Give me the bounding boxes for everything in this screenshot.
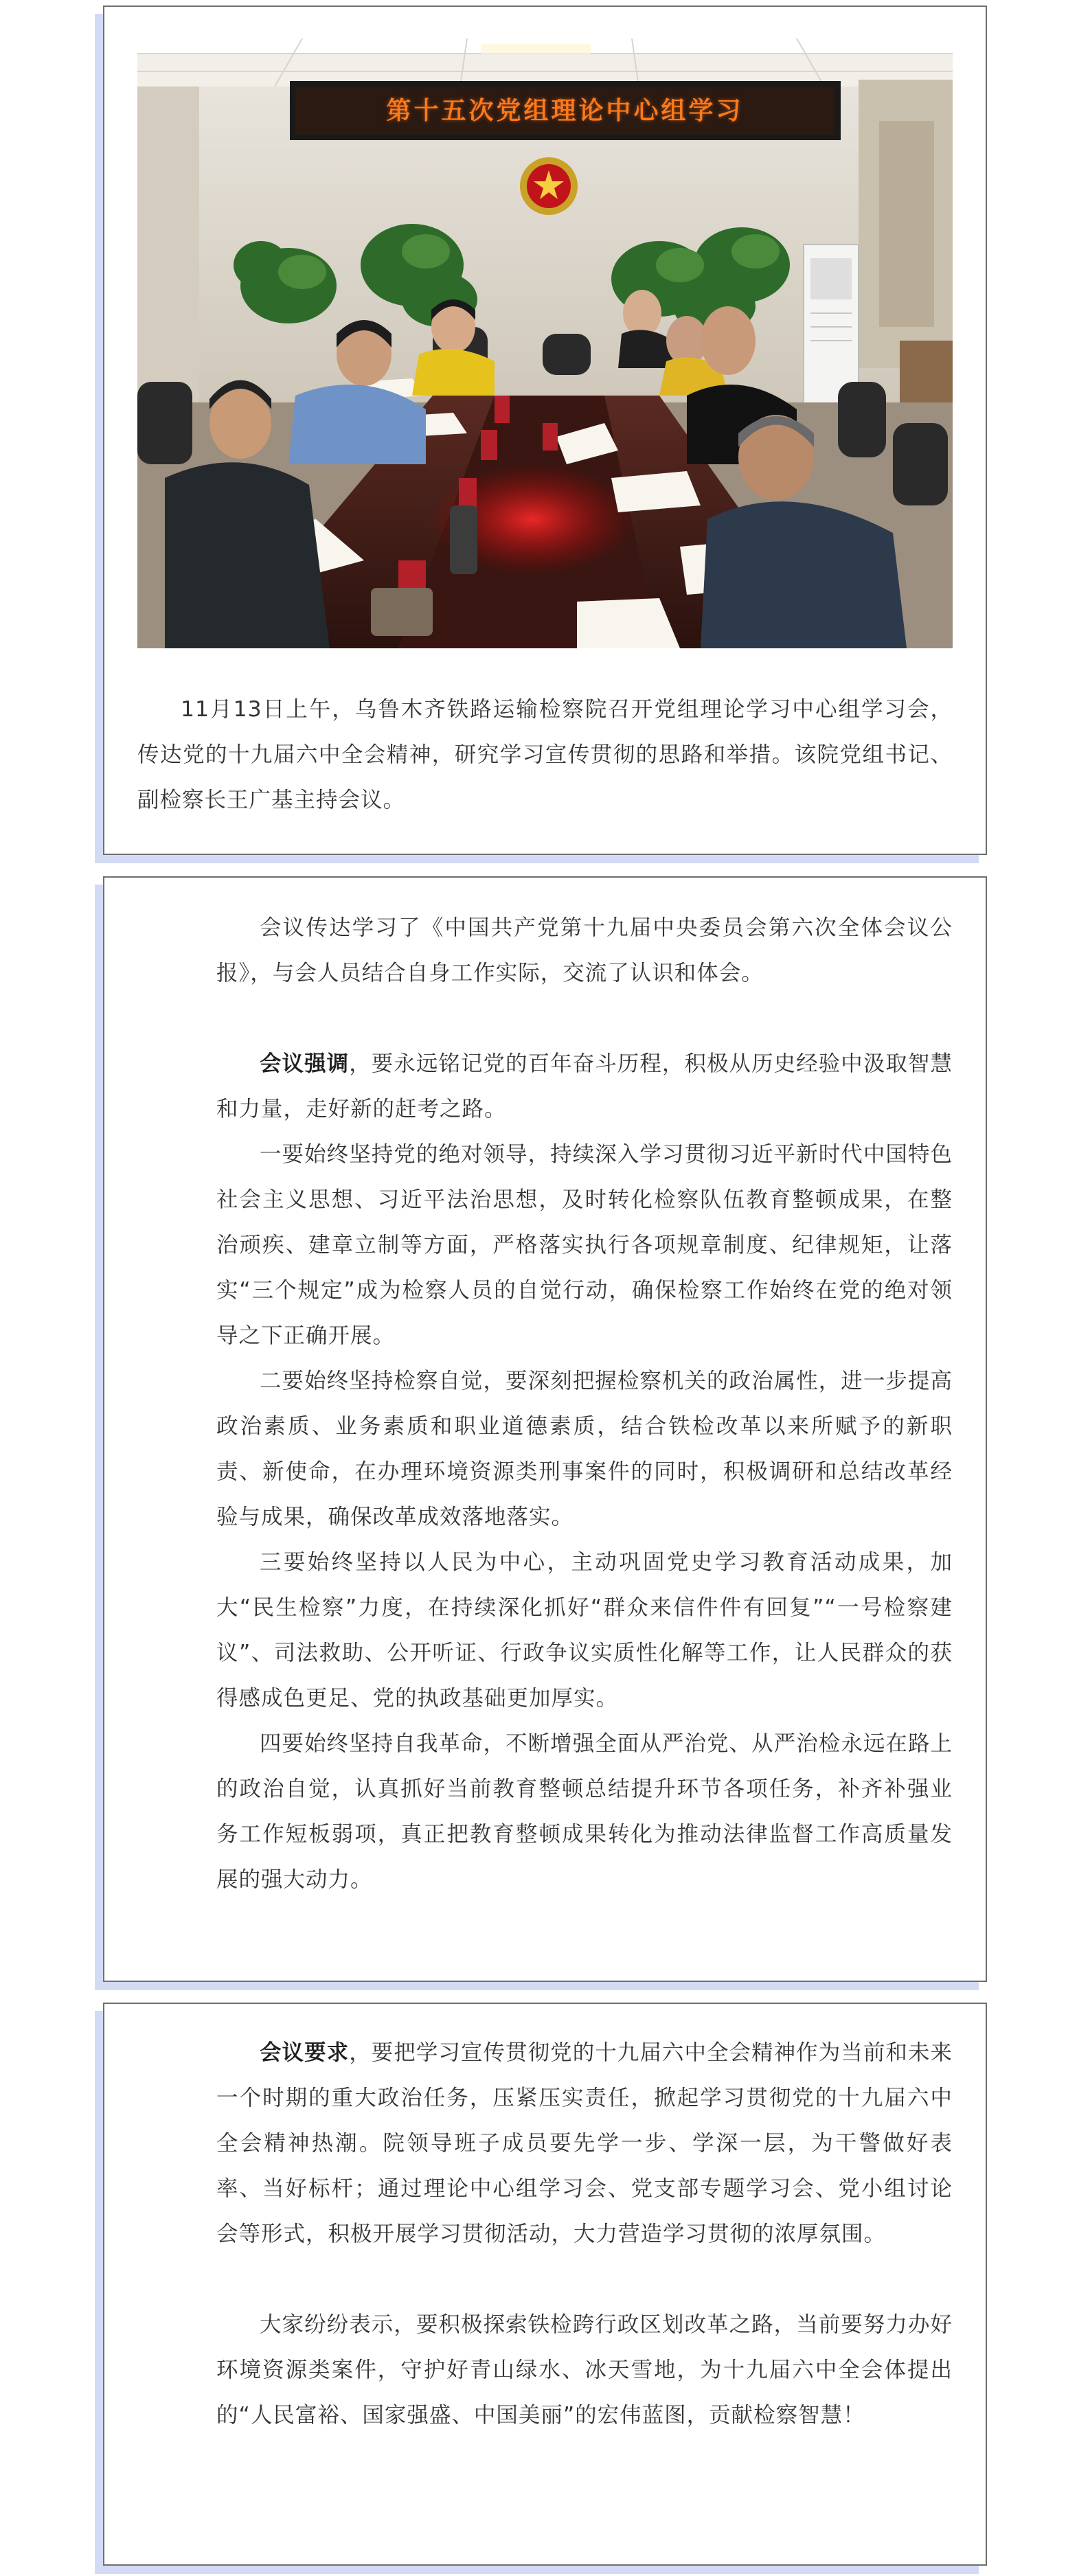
emphasis-lead: 会议强调 [260, 1051, 350, 1076]
emphasis-text: ，要永远铭记党的百年奋斗历程，积极从历史经验中汲取智慧和力量，走好新的赶考之路。 [216, 1051, 953, 1121]
intro-text-block [137, 687, 953, 823]
content-paragraph-5: 三要始终坚持以人民为中心，主动巩固党史学习教育活动成果，加大“民生检察”力度，在持续深化抓好“群众来信件件有回复”“一号检察建议”、司法救助、公开听证、行政争议实质性化解等工作，让人民群众的获得感成色更足、党的执政基础更加厚实。 [216, 1550, 953, 1711]
paragraph-spacer [216, 996, 953, 1041]
requirements-paragraph-2: 大家纷纷表示，要积极探索铁检跨行政区划改革之路，当前要努力办好环境资源类案件，守护好青山绿水、冰天雪地，为十九届六中全会体提出的“人民富裕、国家强盛、中国美丽”的宏伟蓝图，贡献检察智慧！ [216, 2312, 953, 2428]
requirements-card [103, 2003, 987, 2566]
requirements-text-block [216, 2030, 953, 2438]
intro-card [103, 5, 987, 855]
requirements-text: ，要把学习宣传贯彻党的十九届六中全会精神作为当前和未来一个时期的重大政治任务，压紧压实责任，掀起学习贯彻党的十九届六中全会精神热潮。院领导班子成员要先学一步、学深一层，为干警做好表率、当好标杆；通过理论中心组学习会、党支部专题学习会、党小组讨论会等形式，积极开展学习贯彻活动，大力营造学习贯彻的浓厚氛围。 [216, 2040, 953, 2246]
requirements-lead: 会议要求 [260, 2040, 350, 2065]
content-card [103, 876, 987, 1982]
meeting-photo [137, 38, 953, 648]
content-paragraph-3: 一要始终坚持党的绝对领导，持续深入学习贯彻习近平新时代中国特色社会主义思想、习近平法治思想，及时转化检察队伍教育整顿成果，在整治顽疾、建章立制等方面，严格落实执行各项规章制度、纪律规矩，让落实“三个规定”成为检察人员的自觉行动，确保检察工作始终在党的绝对领导之下正确开展。 [216, 1142, 953, 1348]
content-paragraph-2 [216, 1041, 953, 1132]
intro-paragraph: 11月13日上午，乌鲁木齐铁路运输检察院召开党组理论学习中心组学习会，传达党的十九届六中全会精神，研究学习宣传贯彻的思路和举措。该院党组书记、副检察长王广基主持会议。 [137, 697, 953, 812]
content-text-block [216, 905, 953, 1902]
content-paragraph-1: 会议传达学习了《中国共产党第十九届中央委员会第六次全体会议公报》，与会人员结合自身工作实际，交流了认识和体会。 [216, 915, 953, 985]
content-paragraph-6: 四要始终坚持自我革命，不断增强全面从严治党、从严治检永远在路上的政治自觉，认真抓好当前教育整顿总结提升环节各项任务，补齐补强业务工作短板弱项，真正把教育整顿成果转化为推动法律监督工作高质量发展的强大动力。 [216, 1731, 953, 1892]
content-paragraph-4: 二要始终坚持检察自觉，要深刻把握检察机关的政治属性，进一步提高政治素质、业务素质和职业道德素质，结合铁检改革以来所赋予的新职责、新使命，在办理环境资源类刑事案件的同时，积极调研和总结改革经验与成果，确保改革成效落地落实。 [216, 1369, 953, 1529]
meeting-banner-text: 第十五次党组理论中心组学习 [386, 96, 744, 125]
requirements-paragraph-1 [216, 2030, 953, 2257]
paragraph-spacer [216, 2257, 953, 2302]
